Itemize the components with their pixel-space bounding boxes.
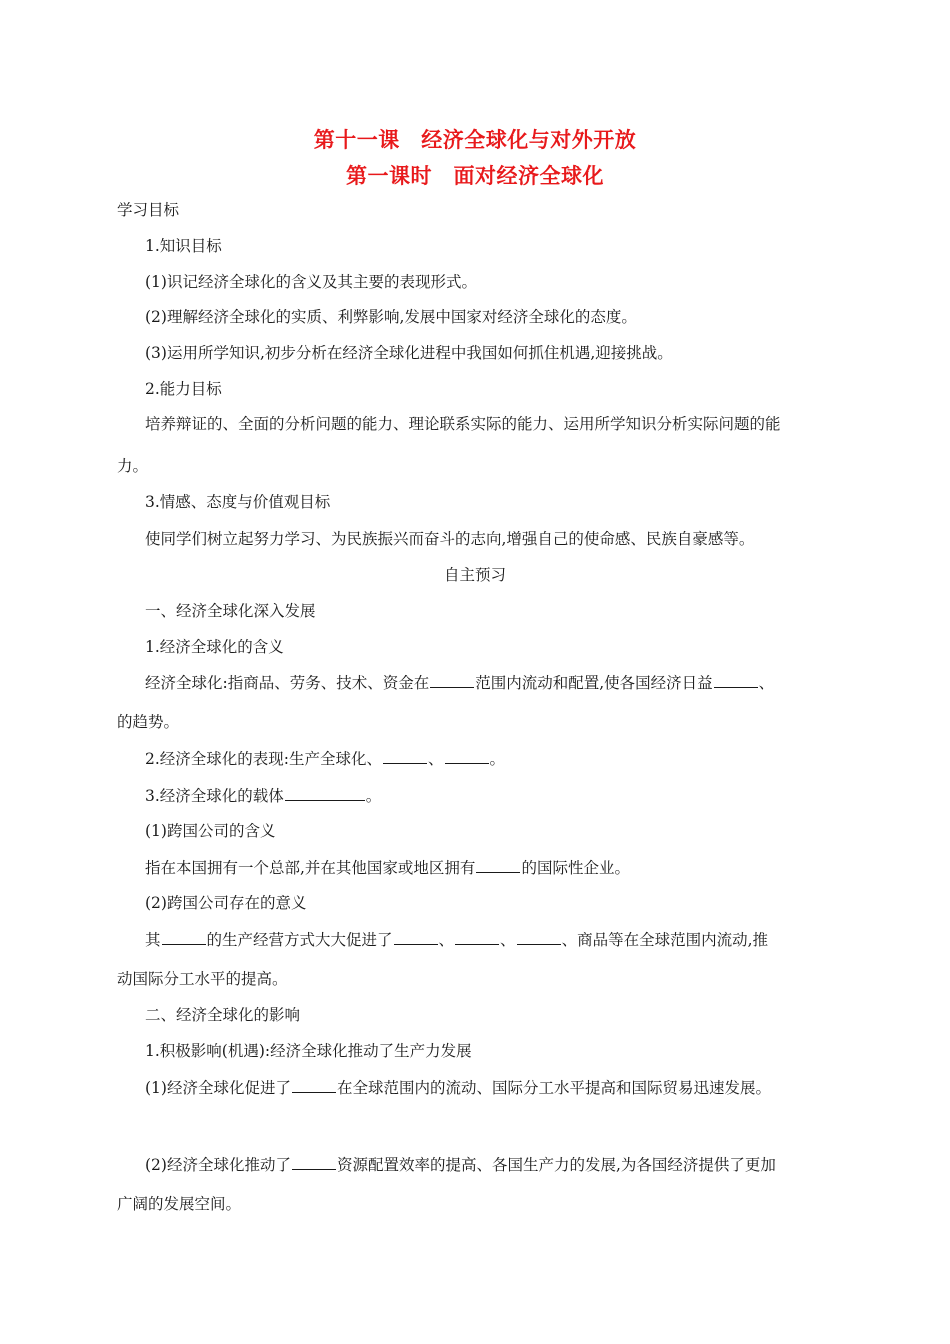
blank-field[interactable] [383, 748, 427, 764]
mnc-significance-label: (2)跨国公司存在的意义 [145, 894, 307, 912]
knowledge-item-2: (2)理解经济全球化的实质、利弊影响,发展中国家对经济全球化的态度。 [145, 308, 637, 326]
blank-field[interactable] [455, 929, 499, 945]
p1-text-b: 在全球范围内的流动、国际分工水平提高和国际贸易迅速发展。 [336, 1079, 771, 1097]
carrier-line [145, 785, 381, 806]
objectives-heading: 学习目标 [117, 201, 180, 219]
emotion-label: 3.情感、态度与价值观目标 [145, 493, 331, 511]
blank-field[interactable] [445, 748, 489, 764]
emotion-text: 使同学们树立起努力学习、为民族振兴而奋斗的志向,增强自己的使命感、民族自豪感等。 [145, 530, 755, 548]
sig-text-a: 其 [145, 931, 161, 949]
section2-title: 二、经济全球化的影响 [145, 1006, 301, 1024]
meaning-text-c: 、 [758, 674, 775, 692]
carrier-text-b: 。 [365, 787, 382, 805]
blank-field[interactable] [430, 672, 474, 688]
knowledge-item-1: (1)识记经济全球化的含义及其主要的表现形式。 [145, 273, 477, 291]
ability-text-line1: 培养辩证的、全面的分析问题的能力、理论联系实际的能力、运用所学知识分析实际问题的能 [145, 415, 781, 433]
ability-text-line2: 力。 [117, 457, 149, 475]
p2-text-b: 资源配置效率的提高、各国生产力的发展,为各国经济提供了更加 [336, 1156, 776, 1174]
period-title: 第一课时 面对经济全球化 [346, 164, 604, 188]
mnc-meaning-label: (1)跨国公司的含义 [145, 822, 276, 840]
positive-item-1 [145, 1077, 771, 1098]
meaning-text-d: 的趋势。 [117, 713, 180, 731]
blank-field[interactable] [292, 1077, 336, 1093]
knowledge-item-3: (3)运用所学知识,初步分析在经济全球化进程中我国如何抓住机遇,迎接挑战。 [145, 344, 673, 362]
meaning-text-a: 经济全球化:指商品、劳务、技术、资金在 [145, 674, 430, 692]
carrier-text-a: 3.经济全球化的载体 [145, 787, 284, 805]
sig-text-c: 、 [438, 931, 455, 949]
p2-text-a: (2)经济全球化推动了 [145, 1156, 291, 1174]
sig-text-f: 动国际分工水平的提高。 [117, 970, 288, 988]
blank-field[interactable] [517, 929, 561, 945]
forms-line [145, 748, 505, 769]
mnc-meaning-text-b: 的国际性企业。 [521, 859, 630, 877]
sig-text-b: 的生产经营方式大大促进了 [206, 931, 393, 949]
knowledge-label: 1.知识目标 [145, 237, 222, 255]
sig-text-e: 、商品等在全球范围内流动,推 [561, 931, 768, 949]
lesson-title: 第十一课 经济全球化与对外开放 [313, 128, 637, 152]
meaning-text-b: 范围内流动和配置,使各国经济日益 [475, 674, 713, 692]
section1-title: 一、经济全球化深入发展 [145, 602, 316, 620]
blank-field[interactable] [394, 929, 438, 945]
p1-text-a: (1)经济全球化促进了 [145, 1079, 291, 1097]
forms-text-a: 2.经济全球化的表现:生产全球化、 [145, 750, 383, 768]
positive-item-2 [145, 1154, 776, 1175]
blank-field[interactable] [292, 1154, 336, 1170]
ability-label: 2.能力目标 [145, 380, 222, 398]
positive-impact-label: 1.积极影响(机遇):经济全球化推动了生产力发展 [145, 1042, 472, 1060]
mnc-meaning-text-a: 指在本国拥有一个总部,并在其他国家或地区拥有 [145, 859, 476, 877]
forms-text-c: 。 [489, 750, 506, 768]
blank-field[interactable] [714, 672, 758, 688]
meaning-label: 1.经济全球化的含义 [145, 638, 284, 656]
sig-text-d: 、 [500, 931, 516, 949]
significance-line [145, 929, 768, 950]
blank-field[interactable] [162, 929, 206, 945]
meaning-line [145, 672, 774, 693]
mnc-meaning-line [145, 857, 630, 878]
blank-field[interactable] [285, 785, 365, 801]
blank-field[interactable] [476, 857, 520, 873]
forms-text-b: 、 [428, 750, 444, 768]
p2-text-c: 广阔的发展空间。 [117, 1195, 242, 1213]
preview-heading: 自主预习 [443, 566, 506, 584]
